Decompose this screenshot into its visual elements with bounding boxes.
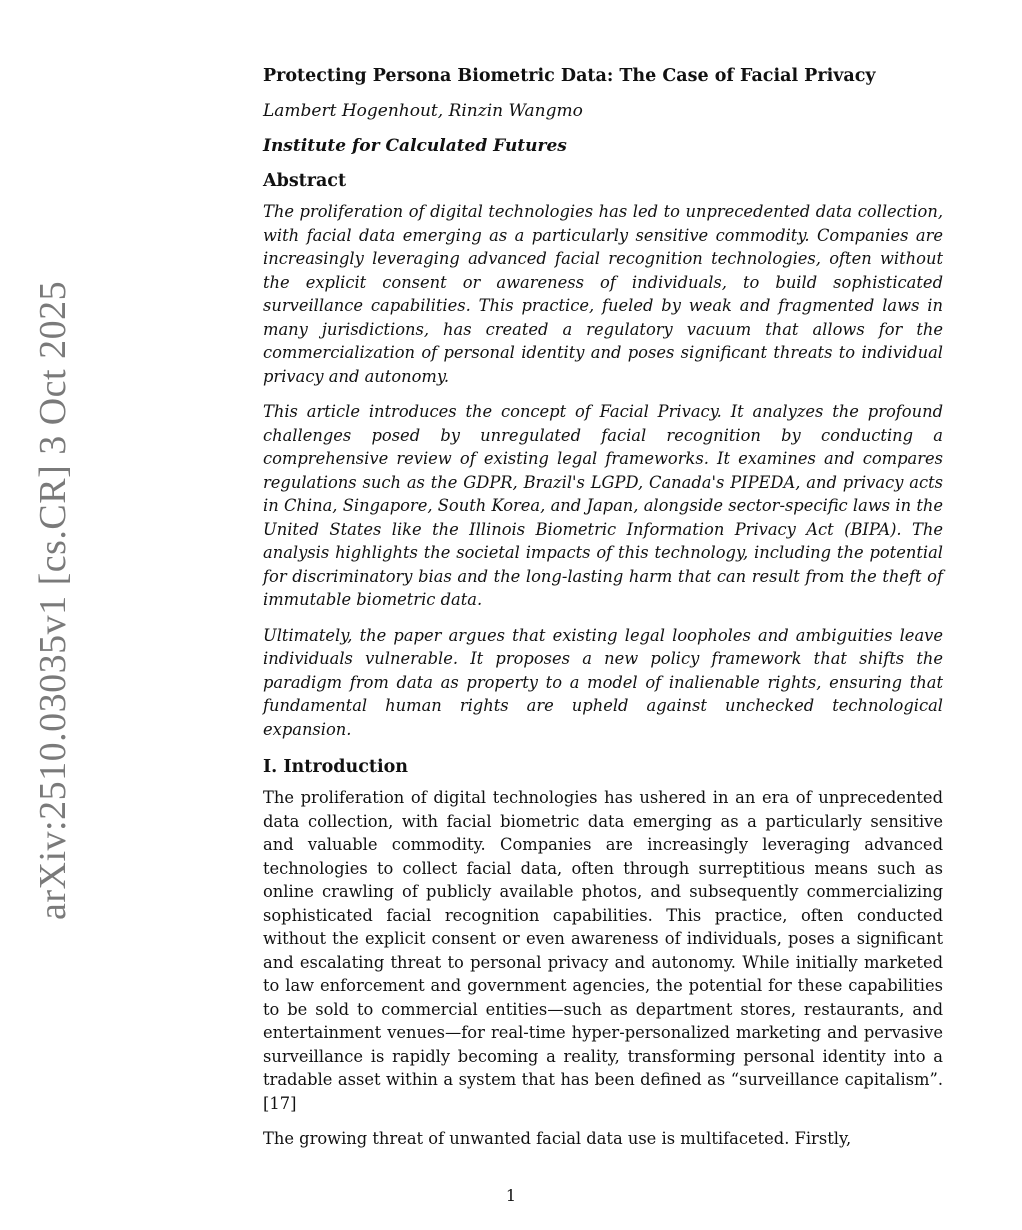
introduction-paragraph-1: The proliferation of digital technologies has ushered in an era of unprecedented data collection, with facial biometric data emerging as a particularly sensitive and valuable commodity. Companies are increasingly leveraging advanced technologies to collect facial data, often through surreptitious means such as online crawling of publicly available photos, and subsequently commercializing sophisticated facial recognition capabilities. This practice, often conducted without the explicit consent or even awareness of individuals, poses a significant and escalating threat to personal privacy and autonomy. While initially marketed to law enforcement and government agencies, the potential for these capabilities to be sold to commercial entities—such as department stores, restaurants, and entertainment venues—for real-time hyper-personalized marketing and pervasive surveillance is rapidly becoming a reality, transforming personal identity into a tradable asset within a system that has been defined as “surveillance capitalism”. [17] [263,788,943,1113]
paper-page [263,62,943,1163]
abstract-heading: Abstract [263,171,347,191]
paper-title: Protecting Persona Biometric Data: The Case of Facial Privacy [263,66,876,86]
abstract-paragraph-3: Ultimately, the paper argues that existing legal loopholes and ambiguities leave individuals vulnerable. It proposes a new policy framework that shifts the paradigm from data as property to a model of inalienable rights, ensuring that fundamental human rights are upheld against unchecked technological expansion. [263,625,943,739]
abstract-paragraph-1: The proliferation of digital technologies has led to unprecedented data collection, with facial data emerging as a particularly sensitive commodity. Companies are increasingly leveraging advanced facial recognition technologies, often without the explicit consent or awareness of individuals, to build sophisticated surveillance capabilities. This practice, fueled by weak and fragmented laws in many jurisdictions, has created a regulatory vacuum that allows for the commercialization of personal identity and poses significant threats to individual privacy and autonomy. [263,202,943,386]
paper-institute: Institute for Calculated Futures [263,136,567,156]
page-number: 1 [505,1186,517,1205]
introduction-paragraph-2: The growing threat of unwanted facial data use is multifaceted. Firstly, [263,1129,852,1148]
introduction-heading: I. Introduction [263,757,408,777]
abstract-paragraph-2: This article introduces the concept of Facial Privacy. It analyzes the profound challenges posed by unregulated facial recognition by conducting a comprehensive review of existing legal frameworks. It examines and compares regulations such as the GDPR, Brazil's LGPD, Canada's PIPEDA, and privacy acts in China, Singapore, South Korea, and Japan, alongside sector-specific laws in the United States like the Illinois Biometric Information Privacy Act (BIPA). The analysis highlights the societal impacts of this technology, including the potential for discriminatory bias and the long-lasting harm that can result from the theft of immutable biometric data. [263,402,943,609]
paper-authors: Lambert Hogenhout, Rinzin Wangmo [263,101,583,121]
arxiv-identifier-stamp: arXiv:2510.03035v1 [cs.CR] 3 Oct 2025 [32,280,74,920]
